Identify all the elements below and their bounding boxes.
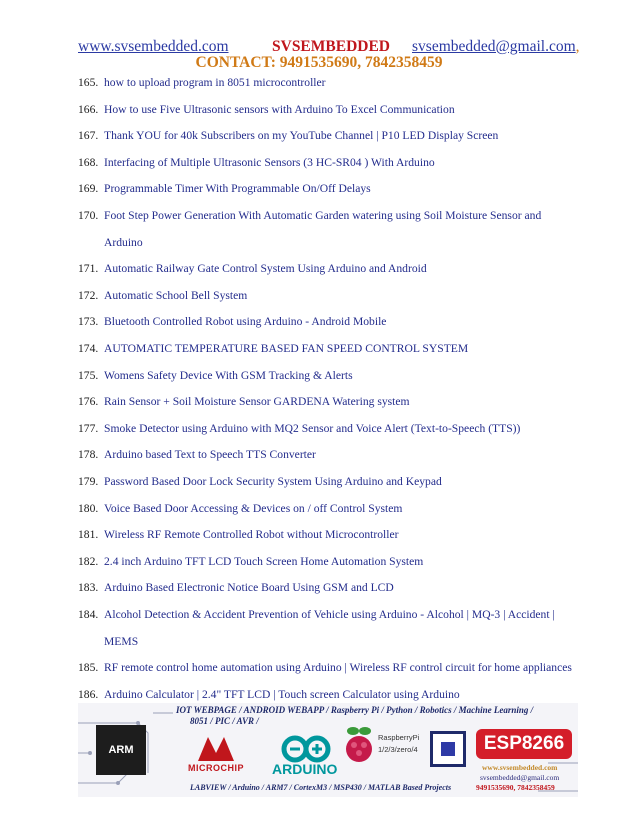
item-number: 178. bbox=[78, 448, 99, 462]
item-number: 169. bbox=[78, 182, 99, 196]
item-title: Bluetooth Controlled Robot using Arduino - Android Mobile bbox=[104, 315, 387, 329]
item-title: how to upload program in 8051 microcontroller bbox=[104, 76, 326, 89]
banner-bottom-topics: LABVIEW / Arduino / ARM7 / CortexM3 / MSP430 / MATLAB Based Projects bbox=[190, 783, 452, 792]
raspberry-pi-logo-icon bbox=[342, 725, 376, 765]
footer-banner bbox=[78, 703, 578, 797]
item-number: 166. bbox=[78, 102, 99, 116]
item-title: Voice Based Door Accessing & Devices on / off Control System bbox=[104, 501, 403, 515]
item-number: 179. bbox=[78, 475, 99, 488]
email-link[interactable]: svsembedded@gmail.com, bbox=[412, 38, 580, 55]
item-number: 165. bbox=[78, 76, 99, 89]
item-title: Arduino bbox=[104, 235, 143, 249]
item-title: Smoke Detector using Arduino with MQ2 Sensor and Voice Alert (Text-to-Speech (TTS)) bbox=[104, 421, 521, 435]
item-number: 181. bbox=[78, 528, 99, 542]
contact-line: CONTACT: 9491535690, 7842358459 bbox=[195, 54, 443, 71]
item-number: 174. bbox=[78, 342, 99, 355]
item-title: Programmable Timer With Programmable On/Off Delays bbox=[104, 182, 371, 196]
item-number: 168. bbox=[78, 155, 99, 169]
item-title: 2.4 inch Arduino TFT LCD Touch Screen Home Automation System bbox=[104, 554, 424, 568]
item-title: Interfacing of Multiple Ultrasonic Sensors (3 HC-SR04 ) With Arduino bbox=[104, 155, 435, 169]
item-title: MEMS bbox=[104, 634, 139, 648]
item-number: 171. bbox=[78, 262, 99, 276]
item-title: Wireless RF Remote Controlled Robot without Microcontroller bbox=[104, 528, 399, 542]
item-title: AUTOMATIC TEMPERATURE BASED FAN SPEED CONTROL SYSTEM bbox=[104, 342, 469, 355]
item-title: Alcohol Detection & Accident Prevention of Vehicle using Arduino - Alcohol | MQ-3 | Accident | bbox=[104, 608, 555, 621]
banner-website: www.svsembedded.com bbox=[482, 763, 558, 772]
arm-chip-logo: ARM bbox=[96, 725, 146, 775]
banner-phone: 9491535690, 7842358459 bbox=[476, 783, 555, 792]
item-title: Rain Sensor + Soil Moisture Sensor GARDENA Watering system bbox=[104, 395, 410, 409]
item-number: 184. bbox=[78, 608, 99, 621]
raspberry-pi-name: RaspberryPi bbox=[378, 733, 420, 742]
item-number: 172. bbox=[78, 288, 99, 302]
item-number: 182. bbox=[78, 554, 99, 568]
item-title: RF remote control home automation using Arduino | Wireless RF control circuit for home appliances bbox=[104, 661, 572, 675]
item-number: 176. bbox=[78, 395, 99, 409]
item-title: Arduino Based Electronic Notice Board Using GSM and LCD bbox=[104, 581, 394, 595]
raspberry-pi-models: 1/2/3/zero/4 bbox=[378, 745, 418, 754]
item-number: 186. bbox=[78, 687, 99, 701]
banner-topics-line1: IOT WEBPAGE / ANDROID WEBAPP / Raspberry Pi / Python / Robotics / Machine Learning / bbox=[176, 705, 534, 715]
esp8266-logo: ESP8266 bbox=[476, 729, 572, 759]
brand-name: SVSEMBEDDED bbox=[272, 38, 390, 55]
item-title: Foot Step Power Generation With Automatic Garden watering using Soil Moisture Sensor and bbox=[104, 209, 542, 222]
item-number: 167. bbox=[78, 129, 99, 143]
item-title: Womens Safety Device With GSM Tracking & Alerts bbox=[104, 368, 353, 382]
item-number: 177. bbox=[78, 421, 99, 435]
website-link[interactable]: www.svsembedded.com bbox=[78, 38, 229, 55]
item-title: Thank YOU for 40k Subscribers on my YouTube Channel | P10 LED Display Screen bbox=[104, 129, 499, 143]
item-number: 185. bbox=[78, 661, 99, 675]
arduino-logo-text: ARDUINO bbox=[272, 761, 338, 777]
item-title: How to use Five Ultrasonic sensors with Arduino To Excel Communication bbox=[104, 102, 455, 116]
item-number: 170. bbox=[78, 209, 99, 222]
chip-icon bbox=[430, 731, 466, 767]
item-number: 175. bbox=[78, 368, 99, 382]
item-title: Arduino based Text to Speech TTS Converter bbox=[104, 448, 316, 462]
item-number: 173. bbox=[78, 315, 99, 329]
banner-topics-line2: 8051 / PIC / AVR / bbox=[190, 716, 259, 726]
item-title: Arduino Calculator | 2.4" TFT LCD | Touch screen Calculator using Arduino bbox=[104, 687, 460, 701]
microchip-logo-text: MICROCHIP bbox=[188, 763, 244, 773]
item-title: Automatic School Bell System bbox=[104, 288, 248, 302]
item-number: 183. bbox=[78, 581, 99, 595]
item-title: Automatic Railway Gate Control System Using Arduino and Android bbox=[104, 262, 427, 276]
item-number: 180. bbox=[78, 501, 99, 515]
item-title: Password Based Door Lock Security System Using Arduino and Keypad bbox=[104, 475, 442, 488]
banner-email: svsembedded@gmail.com bbox=[480, 773, 560, 782]
